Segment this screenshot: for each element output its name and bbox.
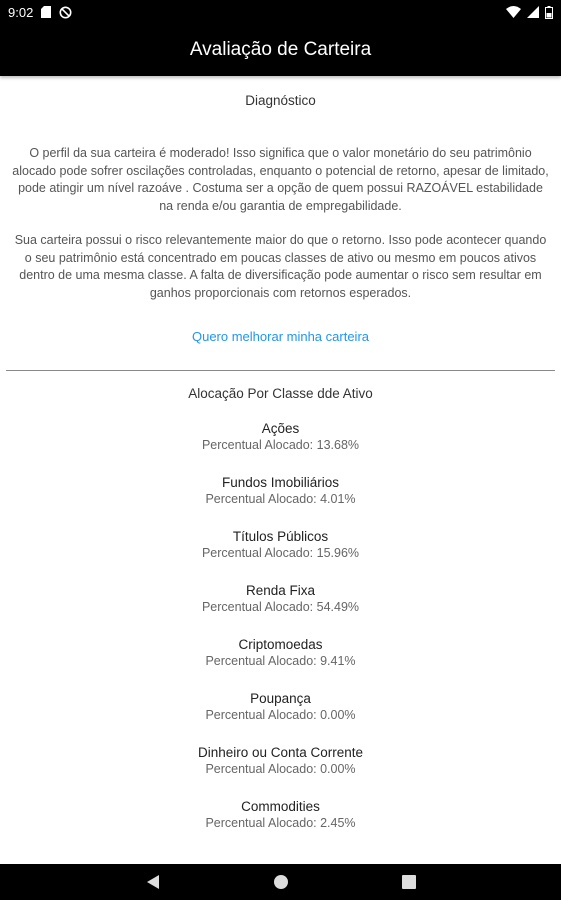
improve-portfolio-link[interactable]: Quero melhorar minha carteira [191, 329, 370, 344]
status-right [506, 6, 553, 19]
allocation-percent: Percentual Alocado: 9.41% [205, 654, 356, 668]
recents-icon [402, 875, 416, 889]
allocation-title: Alocação Por Classe dde Ativo [188, 386, 373, 401]
allocation-percent: Percentual Alocado: 4.01% [205, 492, 356, 506]
allocation-percent: Percentual Alocado: 54.49% [201, 600, 360, 614]
home-button[interactable] [269, 870, 293, 894]
allocation-name: Commodities [241, 799, 320, 814]
allocation-item-commodities [0, 799, 561, 831]
home-icon [273, 874, 289, 890]
allocation-item-titulos-publicos [0, 529, 561, 561]
divider [6, 370, 555, 371]
battery-icon [545, 6, 553, 19]
allocation-item-dinheiro [0, 745, 561, 777]
allocation-name: Renda Fixa [245, 583, 316, 598]
status-left [8, 5, 72, 20]
status-time: 9:02 [8, 4, 34, 20]
allocation-percent: Percentual Alocado: 0.00% [205, 762, 356, 776]
allocation-name: Fundos Imobiliários [221, 475, 340, 490]
allocation-name: Ações [261, 421, 300, 436]
allocation-item-acoes [0, 421, 561, 453]
allocation-percent: Percentual Alocado: 0.00% [205, 708, 356, 722]
allocation-name: Títulos Públicos [232, 529, 329, 544]
allocation-percent: Percentual Alocado: 13.68% [201, 438, 360, 452]
allocation-name: Dinheiro ou Conta Corrente [197, 745, 364, 760]
no-sim-icon [59, 6, 72, 19]
wifi-icon [506, 6, 521, 18]
allocation-item-poupanca [0, 691, 561, 723]
diagnostic-paragraph-risk: Sua carteira possui o risco relevantemente maior do que o retorno. Isso pode acontecer quando o seu patrimônio está concentrado em poucas classes de ativo ou mesmo em poucos ativos dentro de uma mesma classe. A falta de diversificação pode aumentar o risco sem resultar em ganhos proporcionais com retornos esperados. [14, 233, 547, 300]
allocation-item-criptomoedas [0, 637, 561, 669]
allocation-name: Poupança [250, 691, 311, 706]
app-bar [0, 24, 561, 76]
signal-icon [527, 6, 539, 18]
allocation-list [0, 421, 561, 831]
allocation-percent: Percentual Alocado: 2.45% [205, 816, 356, 830]
allocation-percent: Percentual Alocado: 15.96% [201, 546, 360, 560]
back-button[interactable] [141, 870, 165, 894]
recents-button[interactable] [397, 870, 421, 894]
scroll-content[interactable] [0, 76, 561, 864]
status-bar [0, 0, 561, 24]
diagnostic-paragraph-profile: O perfil da sua carteira é moderado! Isso significa que o valor monetário do seu patrimônio alocado pode sofrer oscilações controladas, enquanto o potencial de retorno, apesar de limitado, pode atingir um nível razoáve . Costuma ser a opção de quem possui RAZOÁVEL estabilidade na renda e/ou garantia de empregabilidade. [12, 146, 549, 213]
allocation-name: Criptomoedas [238, 637, 323, 652]
back-icon [146, 875, 160, 889]
allocation-item-fundos-imobiliarios [0, 475, 561, 507]
app-title: Avaliação de Carteira [189, 39, 372, 60]
diagnostic-title: Diagnóstico [245, 93, 316, 108]
navigation-bar [0, 864, 561, 900]
allocation-item-renda-fixa [0, 583, 561, 615]
sd-card-icon [41, 6, 51, 18]
